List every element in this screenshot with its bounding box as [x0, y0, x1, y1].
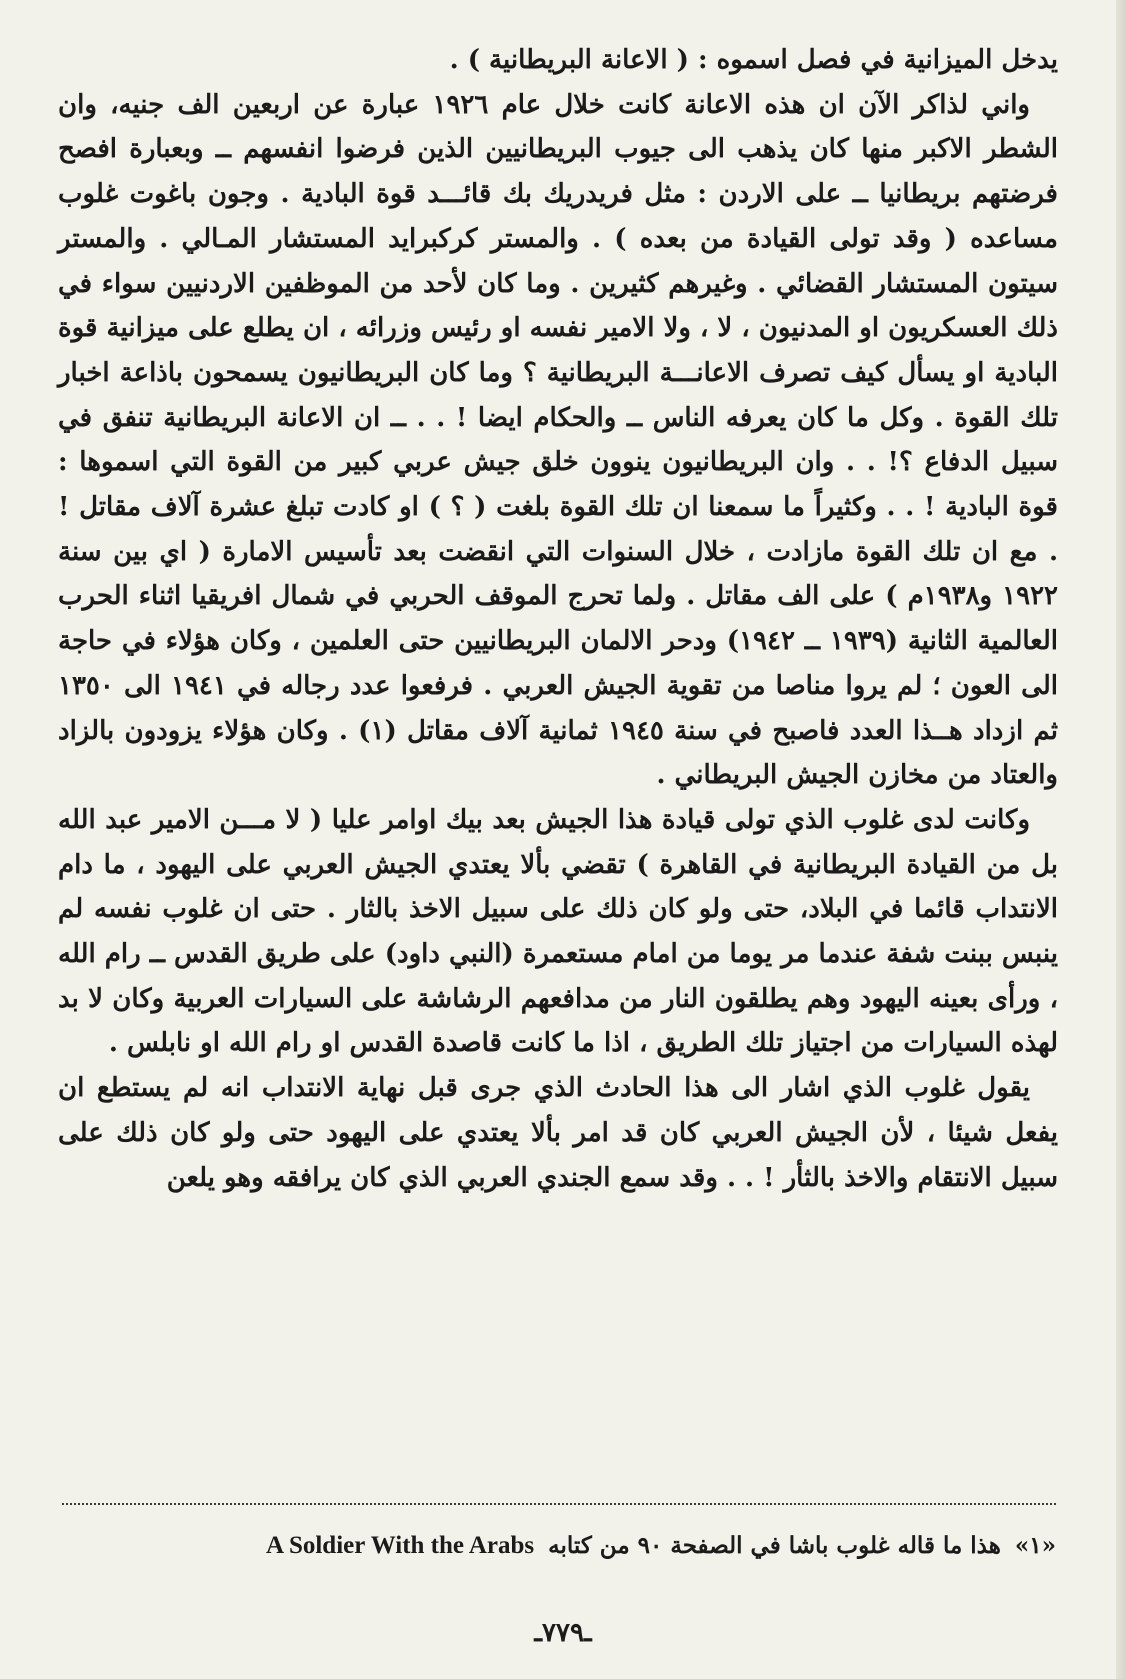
- footnote: [62, 1524, 1056, 1568]
- paragraph-1: يدخل الميزانية في فصل اسموه : ( الاعانة البريطانية ) .: [449, 45, 1058, 75]
- paragraph-3: وكانت لدى غلوب الذي تولى قيادة هذا الجيش بعد بيك اوامر عليا ( لا مـــن الامير عبد الله بل من القيادة البريطانية في القاهرة ) تقضي بألا يعتدي الجيش العربي على اليهود ، ما دام الانتداب قائما في البلاد، حتى ولو كان ذلك على سبيل الاخذ بالثار . حتى ان غلوب نفسه لم ينبس ببنت شفة عندما مر يوما من امام مستعمرة (النبي داود) على طريق القدس ــ رام الله ، ورأى بعينه اليهود وهم يطلقون النار من مدافعهم الرشاشة على السيارات العربية وكان لا بد لهذه السيارات من اجتياز تلك الطريق ، اذا ما كانت قاصدة القدس او رام الله او نابلس .: [58, 804, 1058, 1059]
- footnote-divider: [62, 1503, 1056, 1505]
- paragraph-2: واني لذاكر الآن ان هذه الاعانة كانت خلال عام ١٩٢٦ عبارة عن اربعين الف جنيه، وان الشطر الاكبر منها كان يذهب الى جيوب البريطانيين الذين فرضوا انفسهم ــ وبعبارة افصح فرضتهم بريطانيا ــ على الاردن : مثل فريدريك بك قائـــد قوة البادية . وجون باغوت غلوب مساعده ( وقد تولى القيادة من بعده ) . والمستر كركبرايد المستشار المـالي . والمستر سيتون المستشار القضائي . وغيرهم كثيرين . وما كان لأحد من الموظفين الاردنيين سواء في ذلك العسكريون او المدنيون ، لا ، ولا الامير نفسه او رئيس وزرائه ، ان يطلع على ميزانية قوة البادية او يسأل كيف تصرف الاعانـــة البريطانية ؟ وما كان البريطانيون يسمحون باذاعة اخبار تلك القوة . وكل ما كان يعرفه الناس ــ والحكام ايضا ! . . ــ ان الاعانة البريطانية تنفق في سبيل الدفاع ؟! . . وان البريطانيون ينوون خلق جيش عربي كبير من القوة التي اسموها : قوة البادية ! . . وكثيراً ما سمعنا ان تلك القوة بلغت ( ؟ ) او كادت تبلغ عشرة آلاف مقاتل ! . مع ان تلك القوة مازادت ، خلال السنوات التي انقضت بعد تأسيس الامارة ( اي بين سنة ١٩٢٢ و١٩٣٨م ) على الف مقاتل . ولما تحرج الموقف الحربي في شمال افريقيا اثناء الحرب العالمية الثانية (١٩٣٩ ــ ١٩٤٢) ودحر الالمان البريطانيين حتى العلمين ، وكان هؤلاء في حاجة الى العون ؛ لم يروا مناصا من تقوية الجيش العربي . فرفعوا عدد رجاله في ١٩٤١ الى ١٣٥٠ ثم ازداد هــذا العدد فاصبح في سنة ١٩٤٥ ثمانية آلاف مقاتل (١) . وكان هؤلاء يزودون بالزاد والعتاد من مخازن الجيش البريطاني .: [58, 89, 1058, 791]
- footnote-book-title: A Soldier With the Arabs: [266, 1532, 535, 1559]
- body-text: [58, 38, 1058, 1200]
- page-number: ـ٧٧٩ـ: [534, 1618, 592, 1648]
- footnote-marker: «١»: [1014, 1532, 1056, 1559]
- footnote-text: هذا ما قاله غلوب باشا في الصفحة ٩٠ من كتابه: [548, 1532, 1001, 1559]
- page-scan-edge: [1116, 0, 1126, 1679]
- paragraph-4: يقول غلوب الذي اشار الى هذا الحادث الذي جرى قبل نهاية الانتداب انه لم يستطع ان يفعل شيئا ، لأن الجيش العربي كان قد امر بألا يعتدي على اليهود حتى ولو كان ذلك على سبيل الانتقام والاخذ بالثأر ! . . وقد سمع الجندي العربي الذي كان يرافقه وهو يلعن: [58, 1073, 1058, 1193]
